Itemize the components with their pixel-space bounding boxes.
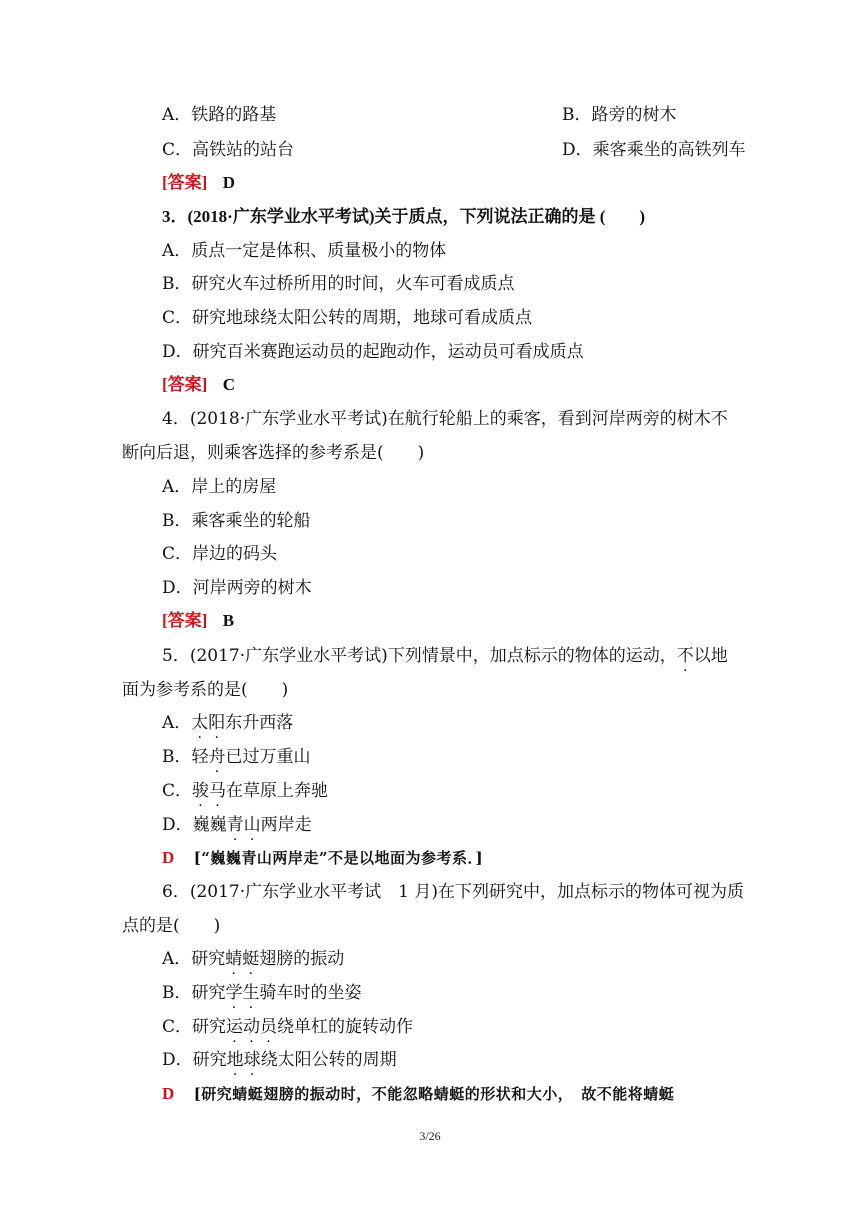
option-c: C．高铁站的站台 bbox=[162, 140, 295, 160]
option-c bbox=[162, 1016, 413, 1038]
answer-line bbox=[162, 1083, 674, 1105]
emphasis-dot-char: 员 bbox=[260, 1017, 278, 1037]
option-b bbox=[162, 982, 362, 1004]
option-b bbox=[162, 746, 311, 768]
emphasis-dot-char: 舟 bbox=[208, 747, 226, 767]
question-stem: 3．(2018·广东学业水平考试)关于质点，下列说法正确的是 ( ) bbox=[162, 207, 646, 226]
emphasis-dot-char: 蜻 bbox=[225, 949, 243, 969]
emphasis-dot-char: 山 bbox=[243, 815, 261, 835]
option-a bbox=[162, 948, 344, 970]
option-text: C．研究 bbox=[162, 1017, 227, 1037]
option-a: A．质点一定是体积、质量极小的物体 bbox=[162, 241, 447, 261]
question-stem-continued: 点的是( ) bbox=[122, 916, 221, 936]
option-text: B．轻 bbox=[162, 747, 209, 767]
emphasis-dot-char: 马 bbox=[209, 781, 227, 801]
emphasis-dot-char: 生 bbox=[242, 983, 260, 1003]
answer-value: D bbox=[162, 848, 175, 867]
question-stem bbox=[162, 645, 728, 667]
option-text: D．研究 bbox=[162, 1050, 227, 1070]
answer-label: [答案] bbox=[162, 611, 208, 630]
emphasis-dot-char: 动 bbox=[243, 1017, 261, 1037]
answer-line bbox=[162, 172, 235, 194]
page-number: 3/26 bbox=[419, 1129, 441, 1143]
answer-value: D bbox=[222, 173, 236, 192]
option-b: B．研究火车过桥所用的时间，火车可看成质点 bbox=[162, 274, 515, 294]
question-stem: 6．(2017·广东学业水平考试 1 月)在下列研究中，加点标示的物体可视为质 bbox=[162, 882, 744, 902]
answer-line bbox=[162, 847, 483, 869]
option-b: B．路旁的树木 bbox=[562, 105, 677, 125]
option-d: D．河岸两旁的树木 bbox=[162, 578, 312, 598]
option-text: 两岸走 bbox=[260, 815, 312, 835]
option-b: B．乘客乘坐的轮船 bbox=[162, 511, 311, 531]
option-c: C．岸边的码头 bbox=[162, 544, 278, 564]
emphasis-dot-char: 不 bbox=[676, 646, 694, 666]
option-text: 绕太阳公转的周期 bbox=[260, 1050, 397, 1070]
option-a bbox=[162, 712, 293, 734]
emphasis-dot-char: 太 bbox=[191, 713, 209, 733]
option-d bbox=[162, 1049, 397, 1071]
answer-value: B bbox=[222, 611, 235, 630]
answer-label: [答案] bbox=[162, 173, 208, 192]
option-d: D．乘客乘坐的高铁列车 bbox=[562, 140, 746, 160]
option-text: C． bbox=[162, 781, 193, 801]
option-text: 绕单杠的旋转动作 bbox=[277, 1017, 414, 1037]
option-text: A．研究 bbox=[162, 949, 226, 969]
answer-explanation: [“巍巍青山两岸走”不是以地面为参考系．] bbox=[193, 849, 484, 867]
emphasis-dot-char: 球 bbox=[243, 1050, 261, 1070]
option-row bbox=[162, 104, 677, 126]
answer-line bbox=[162, 374, 235, 396]
option-text: 已过万重山 bbox=[225, 747, 311, 767]
option-text: D．巍巍 bbox=[162, 815, 227, 835]
option-text: 翅膀的振动 bbox=[259, 949, 345, 969]
option-text: 东升西落 bbox=[225, 713, 294, 733]
stem-text: 5．(2017·广东学业水平考试)下列情景中，加点标示的物体的运动， bbox=[162, 646, 677, 666]
option-text: A． bbox=[162, 713, 192, 733]
option-row bbox=[162, 139, 746, 161]
option-a: A．铁路的路基 bbox=[162, 105, 277, 125]
emphasis-dot-char: 蜓 bbox=[242, 949, 260, 969]
stem-text: 以地 bbox=[693, 646, 728, 666]
question-stem: 4．(2018·广东学业水平考试)在航行轮船上的乘客，看到河岸两旁的树木不 bbox=[162, 409, 728, 429]
option-d: D．研究百米赛跑运动员的起跑动作，运动员可看成质点 bbox=[162, 342, 584, 362]
option-c: C．研究地球绕太阳公转的周期，地球可看成质点 bbox=[162, 308, 533, 328]
option-a: A．岸上的房屋 bbox=[162, 477, 277, 497]
question-stem-continued: 面为参考系的是( ) bbox=[122, 680, 289, 700]
option-c bbox=[162, 780, 328, 802]
emphasis-dot-char: 阳 bbox=[208, 713, 226, 733]
answer-value: D bbox=[162, 1084, 175, 1103]
answer-explanation: [研究蜻蜓翅膀的振动时，不能忽略蜻蜓的形状和大小， 故不能将蜻蜓 bbox=[193, 1085, 675, 1103]
question-stem-continued: 断向后退，则乘客选择的参考系是( ) bbox=[122, 443, 425, 463]
option-d bbox=[162, 814, 312, 836]
option-text: B．研究 bbox=[162, 983, 226, 1003]
emphasis-dot-char: 运 bbox=[226, 1017, 244, 1037]
option-text: 骑车时的坐姿 bbox=[259, 983, 362, 1003]
emphasis-dot-char: 学 bbox=[225, 983, 243, 1003]
emphasis-dot-char: 地 bbox=[226, 1050, 244, 1070]
emphasis-dot-char: 青 bbox=[226, 815, 244, 835]
answer-value: C bbox=[222, 375, 236, 394]
emphasis-dot-char: 骏 bbox=[192, 781, 210, 801]
answer-line bbox=[162, 610, 234, 632]
option-text: 在草原上奔驰 bbox=[226, 781, 329, 801]
answer-label: [答案] bbox=[162, 375, 208, 394]
